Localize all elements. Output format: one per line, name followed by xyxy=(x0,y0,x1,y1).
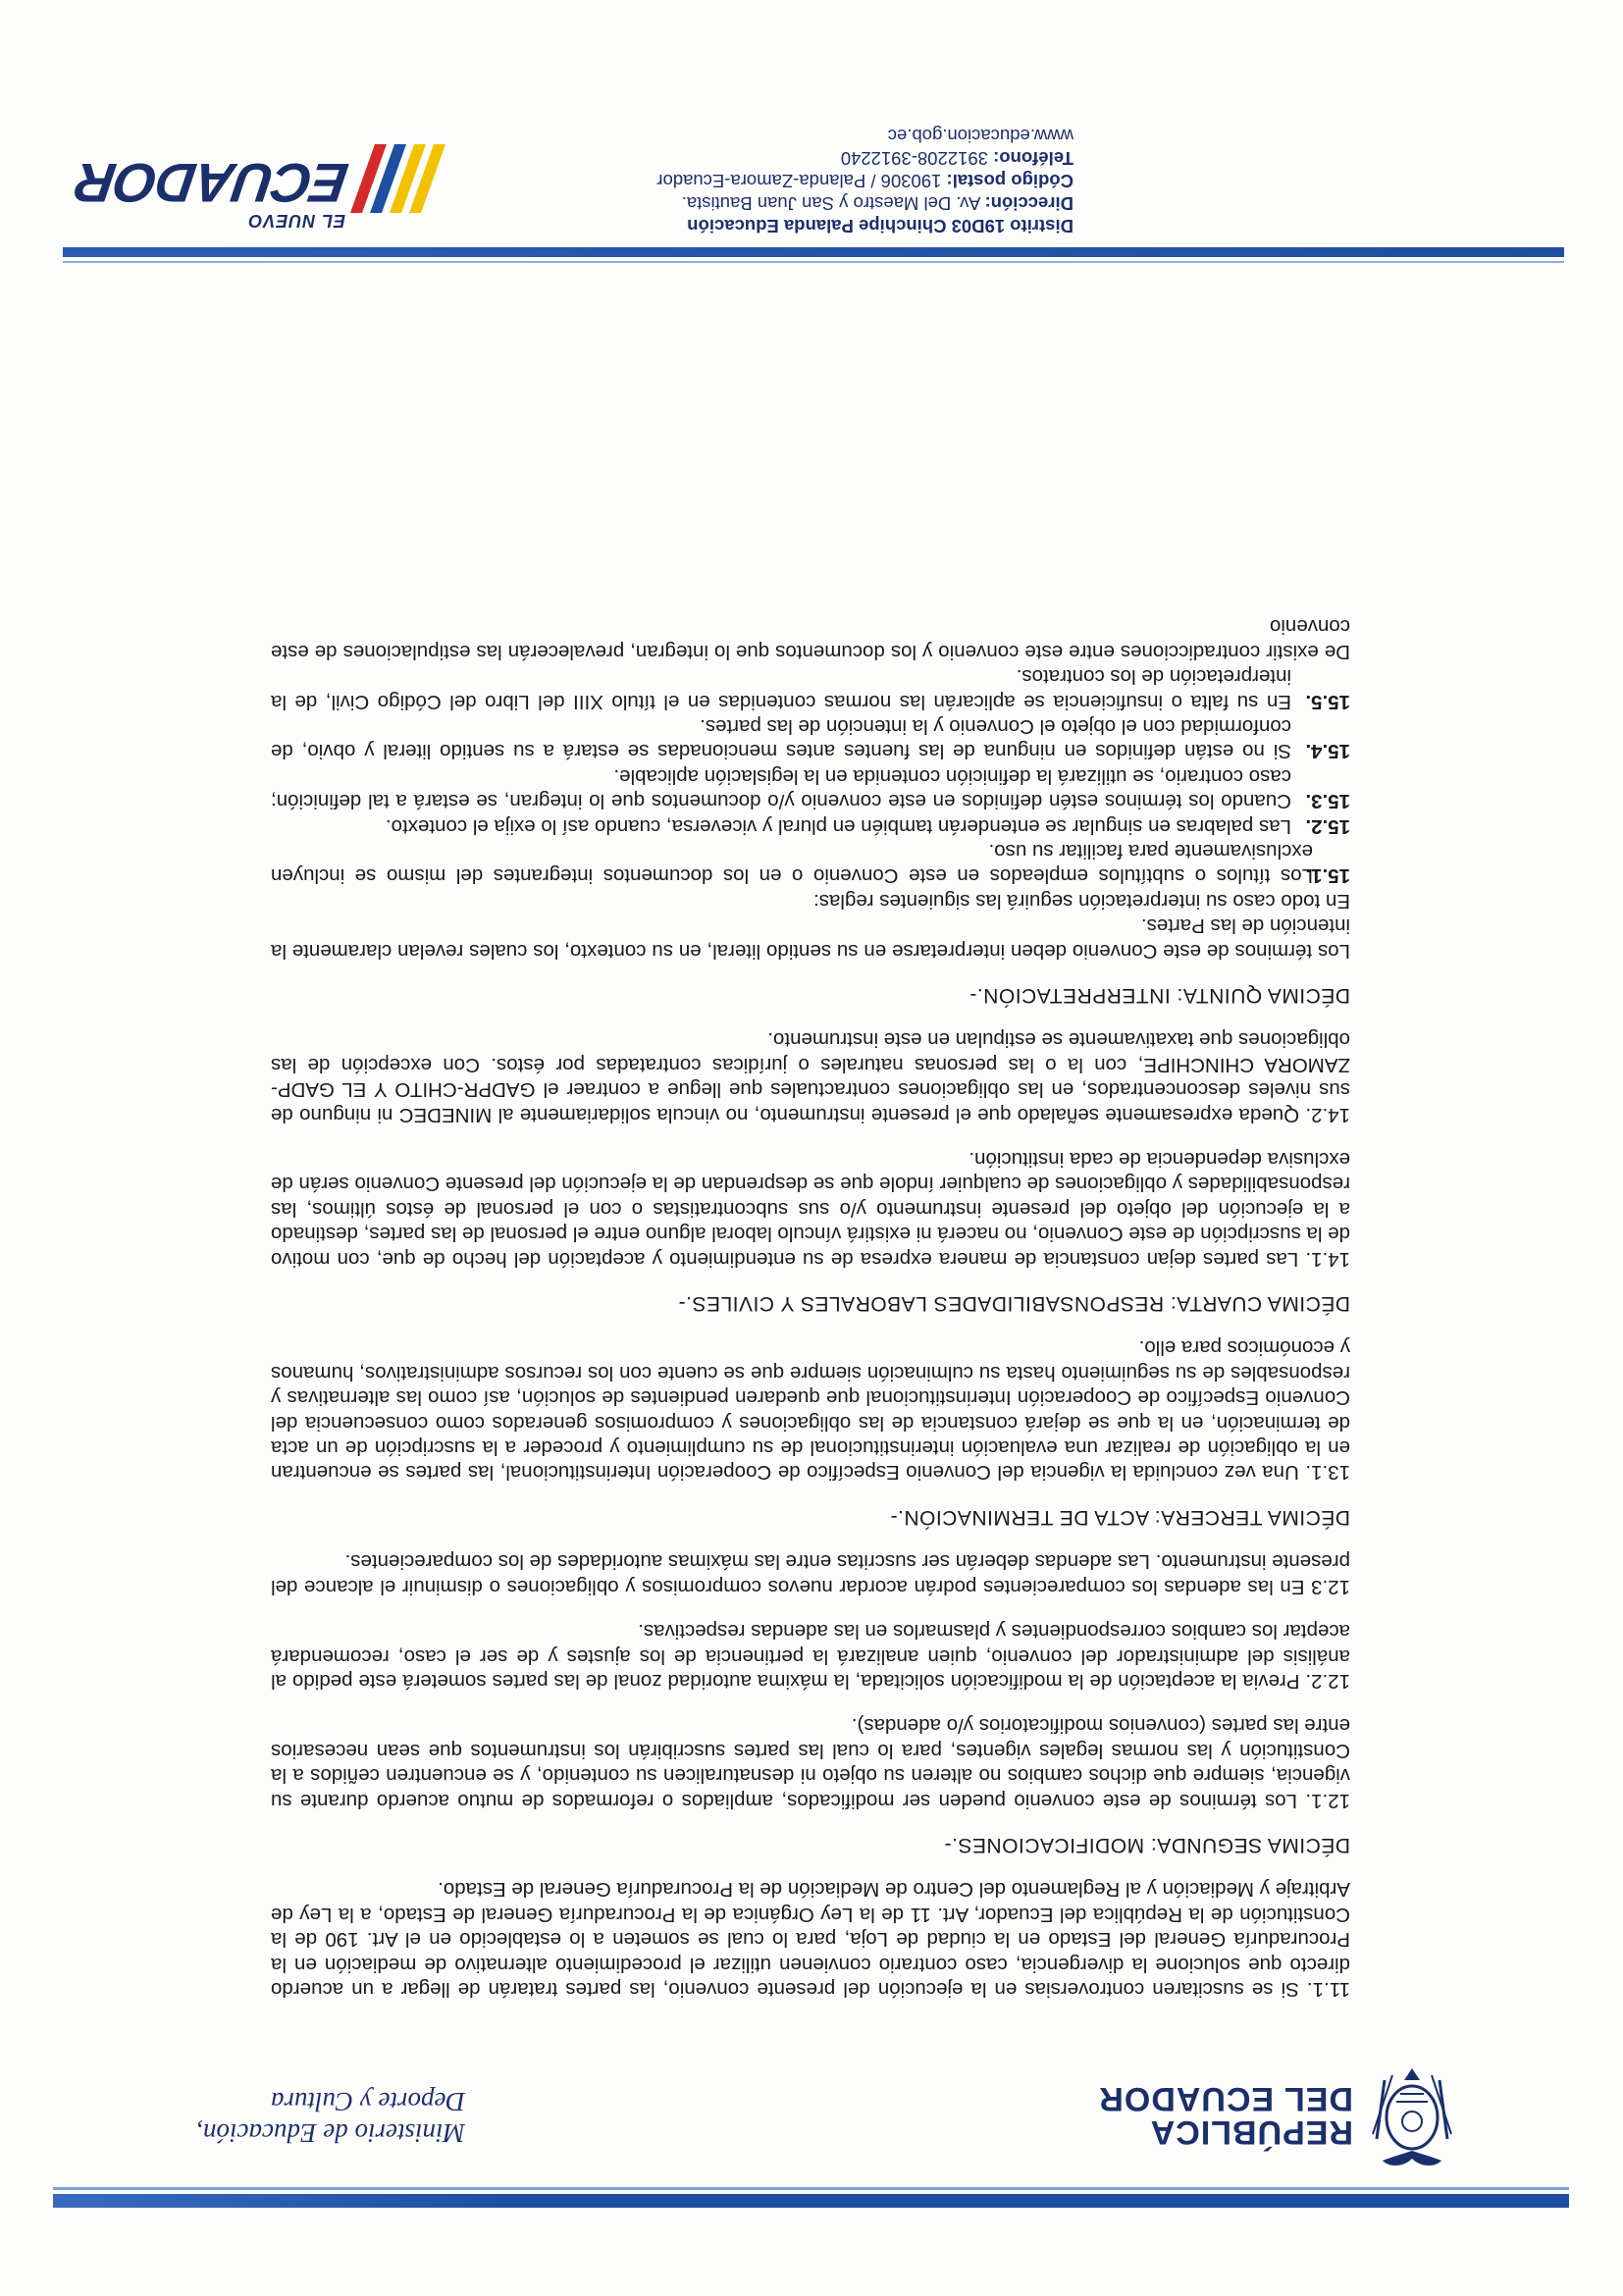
document-body xyxy=(271,614,1350,2002)
header-bar xyxy=(53,2194,1569,2208)
clause-14-2: 14.2. Queda expresamente señalado que el presente instrumento, no vincula solidariamente al MINEDEC ni ninguno de sus niveles desconcentrados, en las obligaciones contractuales que llegue a contraer el GADPR-CHITO Y EL GADP-ZAMORA CHINCHIPE, con la o las personas naturales o jurídicas contratadas por éstos. Con excepción de las obligaciones que taxativamente se estipulan en este instrumento. xyxy=(271,1028,1350,1126)
address-value: Av. Del Maestro y San Juan Bautista. xyxy=(681,193,985,214)
clause-12-2: 12.2. Previa la aceptación de la modificación solicitada, la máxima autoridad zonal de las partes someterá este pedido al análisis del administrador del convenio, quien analizará la pertinencia de los ajustes y de ser el caso, recomendará aceptar los cambios correspondientes y plasmarlos en las adendas respectivas. xyxy=(271,1620,1350,1693)
ministry-line-2: Deporte y Cultura xyxy=(271,2087,465,2116)
footer-bar xyxy=(63,247,1564,257)
phone-value: 3912208-3912240 xyxy=(840,148,994,169)
list-item xyxy=(271,763,1350,813)
coat-of-arms-icon xyxy=(1363,2061,1461,2178)
flag-stripes-icon xyxy=(347,144,455,213)
republic-line-1: REPÚBLICA xyxy=(1149,2113,1353,2151)
phone-label: Teléfono: xyxy=(993,148,1073,169)
clause-11-1: 11.1. Si se suscitaren controversias en la ejecución del presente convenio, las partes tratarán de llegar a un acuerdo directo que solucione la divergencia, caso contrario convienen utilizar el procedimiento alternativo de mediación en la Procuraduría General del Estado en la ciudad de Loja, para lo cual se someten a lo establecido en el Art. 190 de la Constitución de la República del Ecuador, Art. 11 de la Ley Orgánica de la Procuraduría General de Estado, a la Ley de Arbitraje y Mediación y al Reglamento del Centro de Mediación de la Procuraduría General de Estado. xyxy=(271,1878,1350,2001)
list-item xyxy=(271,813,1350,838)
heading-clause-14: DÉCIMA CUARTA: RESPONSABILIDADES LABORALES Y CIVILES.- xyxy=(678,1292,1350,1316)
heading-clause-12: DÉCIMA SEGUNDA: MODIFICACIONES.- xyxy=(944,1833,1350,1856)
postal-label: Código postal: xyxy=(946,171,1073,191)
list-item xyxy=(271,714,1350,764)
heading-clause-13: DÉCIMA TERCERA: ACTA DE TERMINACIÓN.- xyxy=(890,1505,1350,1529)
el-nuevo-ecuador-logo xyxy=(72,137,455,231)
clause-12-3: 12.3 En las adendas los comparecientes podrán acordar nuevos compromisos y obligaciones o disminuir el alcance del presente instrumento. Las adendas deberán ser suscritas entre las máximas autoridades de los comparecientes. xyxy=(271,1550,1350,1598)
clause-15-final: De existir contradicciones entre este convenio y los documentos que lo integran, prevalecerán las estipulaciones de este convenio xyxy=(271,615,1350,663)
clause-12-1: 12.1. Los términos de este convenio pueden ser modificados, ampliados o reformados de mutuo acuerdo durante su vigencia, siempre que dichos cambios no alteren su objeto ni desnaturalicen su contenido, y se encuentren ceñidos a la Constitución y las normas legales vigentes, para lo cual las partes suscribirán los instrumentos que sean necesarios entre las partes (convenios modificatorios y/o adendas). xyxy=(271,1714,1350,1812)
clause-15-rules-intro: En todo caso su interpretación seguirá las siguientes reglas: xyxy=(813,889,1350,913)
website-link[interactable]: www.educacion.gob.ec xyxy=(887,126,1073,146)
ministry-line-1: Ministerio de Educación, xyxy=(196,2118,465,2148)
list-item-number: 15.3. xyxy=(1305,790,1350,813)
list-item xyxy=(271,664,1350,714)
clause-15-intro: Los términos de este Convenio deben interpretarse en su sentido literal, en su contexto, los cuales revelan claramente la intención de las Partes. xyxy=(271,914,1350,963)
logo-small-text: EL NUEVO xyxy=(247,211,345,231)
ministry-logotype xyxy=(196,2086,465,2149)
clause-13-1: 13.1. Una vez concluida la vigencia del Convenio Específico de Cooperación Interinstitucional, las partes se encuentran en la obligación de realizar una evaluación interinstitucional de su cumplimiento y proceder a la suscripción de un acta de terminación, en la que se dejará constancia de las obligaciones y compromisos generados como consecuencia del Convenio Específico de Cooperación Interinstitucional que quedaren pendientes de solución, así como las alternativas y responsables de su seguimiento hasta su culminación siempre que se cuente con los recursos administrativos, humanos y económicos para ello. xyxy=(271,1336,1350,1485)
list-item-number: 15.2. xyxy=(1305,814,1350,838)
clause-14-1: 14.1. Las partes dejan constancia de manera expresa de su entendimiento y aceptación del hecho de que, con motivo de la suscripción de este Convenio, no nacerá ni existirá vínculo laboral alguno entre el personal de las partes, destinado a la ejecución del objeto del presente instrumento y/o sus subcontratistas o con el personal de éstos últimos, las responsabilidades y obligaciones de cualquier índole que se desprendan de la ejecución del presente Convenio serán de exclusiva dependencia de cada institución. xyxy=(271,1148,1350,1271)
list-item-text: Las palabras en singular se entenderán también en plural y viceversa, cuando así lo exija el contexto. xyxy=(385,814,1291,838)
footer-contact xyxy=(656,125,1073,237)
republic-line-2: DEL ECUADOR xyxy=(1098,2080,1353,2117)
list-item-number: 15.1. xyxy=(1305,864,1350,888)
republic-logotype xyxy=(1098,2082,1353,2149)
list-item-text: Los títulos o subtítulos empleados en este Convenio o en los documentos integrantes del mismo se incluyen exclusivamente para facilitar su uso. xyxy=(271,839,1313,888)
list-item-text: Si no están definidos en ninguna de las fuentes antes mencionadas se estará a su sentido literal y obvio, de conformidad con el objeto el Convenio y la intención de las partes. xyxy=(271,714,1291,763)
heading-clause-15: DÉCIMA QUINTA: INTERPRETACIÓN.- xyxy=(969,984,1350,1007)
list-item-number: 15.5. xyxy=(1305,690,1350,713)
district-name: Distrito 19D03 Chinchipe Palanda Educación xyxy=(687,216,1073,236)
list-item-number: 15.4. xyxy=(1305,740,1350,763)
list-item xyxy=(271,839,1350,889)
postal-value: 190306 / Palanda-Zamora-Ecuador xyxy=(656,171,947,191)
address-label: Dirección: xyxy=(984,193,1073,214)
logo-big-text: ECUADOR xyxy=(72,152,352,214)
list-item-text: Cuando los términos estén definidos en este convenio y/o documentos que lo integran, se estará a tal definición; caso contrario, se utilizará la definición contenida en la legislación aplicable. xyxy=(271,764,1291,813)
list-item-text: En su falta o insuficiencia se aplicarán las normas contenidas en el título XIII del Libro del Código Civil, de la interpretación de los contratos. xyxy=(271,665,1291,713)
